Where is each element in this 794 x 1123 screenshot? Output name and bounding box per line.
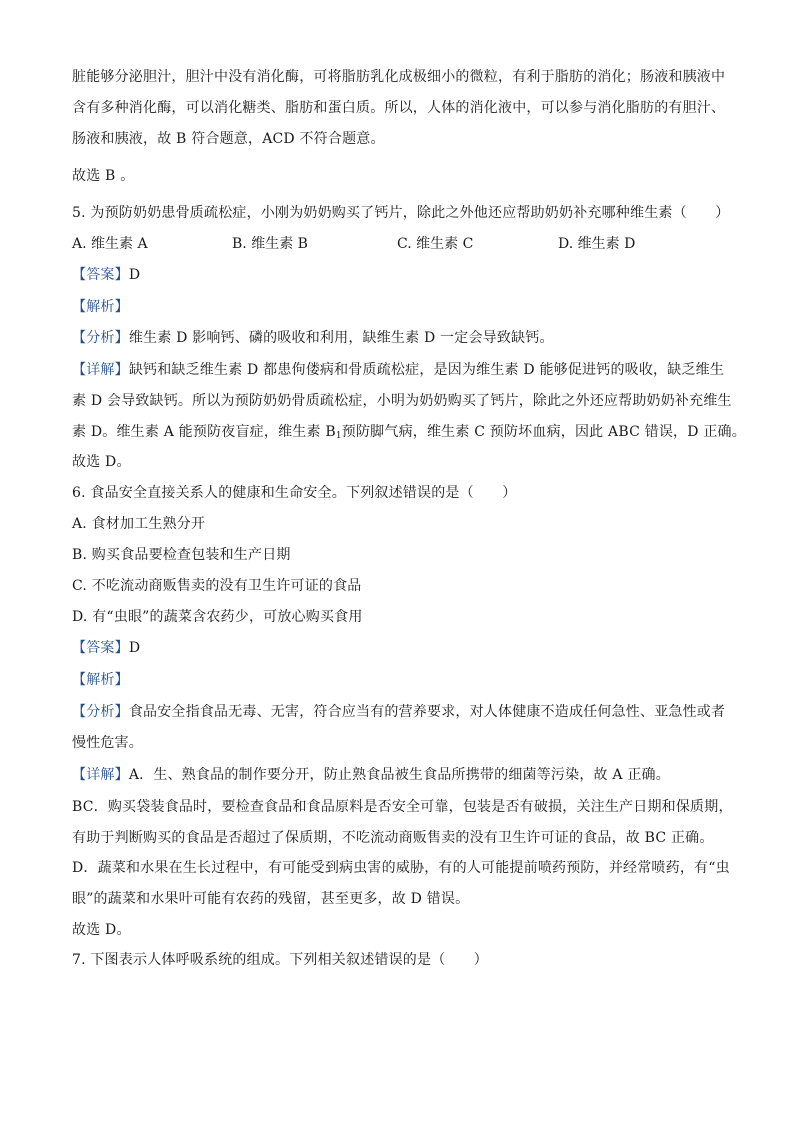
- text-line: D．蔬菜和水果在生长过程中，有可能受到病虫害的威胁，有的人可能提前喷药预防，并经常喷药，有“虫: [72, 860, 730, 876]
- fenxi-text: 食品安全指食品无毒、无害，符合应当有的营养要求，对人体健康不造成任何急性、亚急性或者: [128, 704, 726, 720]
- text-line: [72, 422, 746, 446]
- option-b: B. 维生素 B: [232, 236, 308, 252]
- q5-xiangjie: [72, 360, 724, 380]
- xiangjie-tag: 【详解】: [72, 767, 129, 783]
- text-span: 预防脚气病，维生素 C 预防坏血病，因此 ABC 错误，D 正确。: [341, 424, 746, 440]
- option-c: C. 不吃流动商贩售卖的没有卫生许可证的食品: [72, 578, 362, 594]
- question-5-stem: 5. 为预防奶奶患骨质疏松症，小刚为奶奶购买了钙片，除此之外他还应帮助奶奶补充哪种维生素（ ）: [72, 205, 730, 221]
- text-line: BC．购买袋装食品时，要检查食品和食品原料是否安全可靠，包装是否有破损，关注生产日期和保质期，: [72, 799, 733, 815]
- analysis-tag: 【解析】: [72, 299, 129, 315]
- q6-conclusion: 故选 D。: [72, 922, 131, 938]
- option-a: A. 食材加工生熟分开: [72, 516, 206, 532]
- option-d: D. 有“虫眼”的蔬菜含农药少，可放心购买食用: [72, 609, 363, 625]
- option-c: C. 维生素 C: [397, 236, 474, 252]
- text-line: 慢性危害。: [72, 735, 143, 751]
- text-span: 素 D。维生素 A 能预防夜盲症，维生素 B: [72, 424, 336, 440]
- answer-tag: 【答案】: [72, 640, 129, 656]
- text-line: 脏能够分泌胆汁，胆汁中没有消化酶，可将脂肪乳化成极细小的微粒，有利于脂肪的消化；肠液和胰液中: [72, 69, 726, 85]
- question-6-stem: 6. 食品安全直接关系人的健康和生命安全。下列叙述错误的是（ ）: [72, 485, 517, 501]
- xiangjie-tag: 【详解】: [72, 362, 129, 378]
- analysis-tag: 【解析】: [72, 672, 129, 688]
- text-line: 眼”的蔬菜和水果叶可能有农药的残留，甚至更多，故 D 错误。: [72, 891, 470, 907]
- q5-analysis-heading: [72, 297, 129, 317]
- q6-xiangjie: [72, 765, 670, 785]
- answer-value: D: [128, 267, 141, 283]
- question-5-options: [72, 234, 722, 254]
- text-line: 含有多种消化酶，可以消化糖类、脂肪和蛋白质。所以，人体的消化液中，可以参与消化脂肪的有胆汁、: [72, 100, 726, 116]
- question-7-stem: 7. 下图表示人体呼吸系统的组成。下列相关叙述错误的是（ ）: [72, 952, 489, 968]
- option-d: D. 维生素 D: [558, 236, 636, 252]
- q5-answer: [72, 265, 140, 285]
- subscript: 1: [335, 431, 342, 441]
- q6-fenxi: [72, 702, 725, 722]
- text-line: 有助于判断购买的食品是否超过了保质期，不吃流动商贩售卖的没有卫生许可证的食品，故 BC 正确。: [72, 830, 714, 846]
- answer-value: D: [128, 640, 141, 656]
- text-line: 素 D 会导致缺钙。所以为预防奶奶骨质疏松症，小明为奶奶购买了钙片，除此之外还应帮助奶奶补充维生: [72, 393, 732, 409]
- fenxi-tag: 【分析】: [72, 330, 129, 346]
- q6-answer: [72, 638, 140, 658]
- answer-tag: 【答案】: [72, 267, 129, 283]
- fenxi-tag: 【分析】: [72, 704, 129, 720]
- xiangjie-text: 缺钙和缺乏维生素 D 都患佝偻病和骨质疏松症，是因为维生素 D 能够促进钙的吸收，缺乏维生: [128, 362, 725, 378]
- q5-fenxi: [72, 328, 554, 348]
- q6-analysis-heading: [72, 670, 129, 690]
- text-line: 故选 B 。: [72, 168, 135, 184]
- xiangjie-text: A．生、熟食品的制作要分开，防止熟食品被生食品所携带的细菌等污染，故 A 正确。: [128, 767, 670, 783]
- fenxi-text: 维生素 D 影响钙、磷的吸收和利用，缺维生素 D 一定会导致缺钙。: [128, 330, 554, 346]
- text-line: 肠液和胰液，故 B 符合题意，ACD 不符合题意。: [72, 131, 385, 147]
- q5-conclusion: 故选 D。: [72, 454, 131, 470]
- option-b: B. 购买食品要检查包装和生产日期: [72, 547, 291, 563]
- option-a: A. 维生素 A: [72, 236, 148, 252]
